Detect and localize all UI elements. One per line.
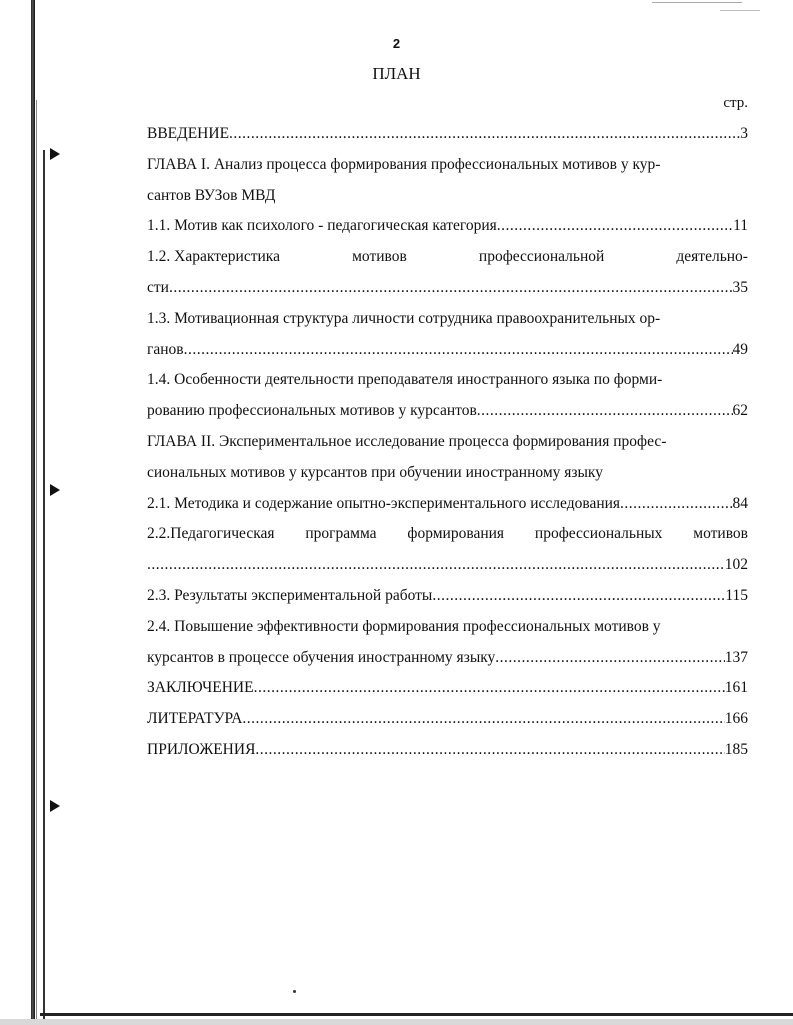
toc-chapter-2-line-1: ГЛАВА II. Экспериментальное исследование процесса формирования профес-	[147, 432, 667, 450]
page-number: 2	[392, 36, 401, 51]
toc-entry-1-2-line-2	[147, 273, 748, 304]
toc-entry-1-3-line-2	[147, 335, 748, 366]
binding-marker	[50, 484, 60, 496]
toc-entry-2-2-line-1: 2.2.Педагогическая программа формирования профессиональных мотивов	[147, 525, 748, 543]
toc-entry-page: 62	[732, 402, 748, 420]
toc-word: деятельно-	[676, 248, 748, 266]
toc-entry-title: ПРИЛОЖЕНИЯ	[147, 740, 256, 758]
toc-chapter-2-line-2: сиональных мотивов у курсантов при обучении иностранному языку	[147, 463, 603, 481]
toc-entry-1-4-line-1: 1.4. Особенности деятельности преподавателя иностранного языка по форми-	[147, 371, 663, 389]
toc-entry-page: 166	[724, 710, 748, 728]
toc-entry-2-4-line-2	[147, 643, 748, 674]
toc-entry-title: курсантов в процессе обучения иностранному языку	[147, 648, 496, 666]
binding-marker	[50, 800, 60, 812]
dot-leader	[229, 119, 740, 150]
page-column-label: стр.	[723, 95, 748, 111]
toc-entry-page: 49	[732, 340, 748, 358]
toc-entry-title: сти	[147, 278, 169, 296]
toc-entry-title: ЗАКЛЮЧЕНИЕ	[147, 679, 254, 697]
toc-entry-page: 137	[724, 648, 748, 666]
dot-leader	[620, 489, 732, 520]
toc-chapter-1-line-1: ГЛАВА I. Анализ процесса формирования профессиональных мотивов у кур-	[147, 155, 661, 173]
toc-entry-1-4-line-2	[147, 396, 748, 427]
scan-mark-top-2	[720, 10, 760, 11]
scan-streak-thin	[36, 100, 37, 1020]
binding-marker	[50, 148, 60, 160]
dot-leader	[242, 704, 724, 735]
scan-mark-top	[652, 2, 742, 3]
toc-entry-conclusion	[147, 673, 748, 704]
dot-leader	[497, 211, 733, 242]
dot-leader	[255, 735, 724, 766]
toc-entry-2-3	[147, 581, 748, 612]
scan-margin-bottom	[0, 1019, 793, 1025]
toc-entry-title: рованию профессиональных мотивов у курсантов	[147, 402, 477, 420]
dot-leader	[169, 273, 733, 304]
toc-entry-page: 115	[725, 586, 748, 604]
dot-leader	[184, 335, 733, 366]
toc-entry-title: 1.1. Мотив как психолого - педагогическая категория	[147, 217, 497, 235]
toc-entry-page: 185	[724, 740, 748, 758]
table-of-contents	[147, 119, 748, 766]
toc-entry-1-2-line-1	[147, 242, 748, 273]
scan-edge-bottom	[40, 1013, 793, 1016]
toc-entry-page: 102	[724, 556, 748, 574]
toc-entry-page: 11	[733, 217, 748, 235]
toc-entry-title: ВВЕДЕНИЕ	[147, 125, 230, 142]
dot-leader	[495, 643, 724, 674]
toc-entry-title: ЛИТЕРАТУРА	[147, 710, 243, 728]
scan-speck	[293, 990, 296, 993]
toc-entry-title: ганов	[147, 340, 184, 358]
dot-leader	[432, 581, 725, 612]
toc-word: мотивов	[352, 248, 407, 266]
toc-entry-page: 35	[732, 278, 748, 296]
toc-entry-appendices	[147, 735, 748, 766]
toc-entry-literature	[147, 704, 748, 735]
toc-entry-introduction	[147, 119, 748, 150]
dot-leader	[147, 550, 725, 581]
toc-entry-2-1	[147, 489, 748, 520]
toc-entry-title: 2.1. Методика и содержание опытно-экспериментального исследования	[147, 494, 621, 512]
toc-entry-1-1	[147, 211, 748, 242]
toc-entry-page: 3	[740, 125, 748, 142]
toc-entry-1-3-line-1: 1.3. Мотивационная структура личности сотрудника правоохранительных ор-	[147, 309, 661, 327]
toc-word: 1.2. Характеристика	[147, 248, 280, 266]
dot-leader	[477, 396, 733, 427]
toc-chapter-1-line-2: сантов ВУЗов МВД	[147, 186, 276, 204]
scan-streak	[43, 150, 45, 1020]
toc-entry-2-2-line-2	[147, 550, 748, 581]
toc-entry-page: 84	[732, 494, 748, 512]
toc-word: профессиональной	[478, 248, 605, 266]
toc-entry-title: 2.3. Результаты экспериментальной работы	[147, 586, 433, 604]
scan-edge-left	[31, 0, 35, 1025]
toc-entry-2-4-line-1: 2.4. Повышение эффективности формирования профессиональных мотивов у	[147, 617, 661, 635]
dot-leader	[254, 673, 725, 704]
toc-entry-page: 161	[724, 679, 748, 697]
page-title: ПЛАН	[372, 64, 421, 83]
